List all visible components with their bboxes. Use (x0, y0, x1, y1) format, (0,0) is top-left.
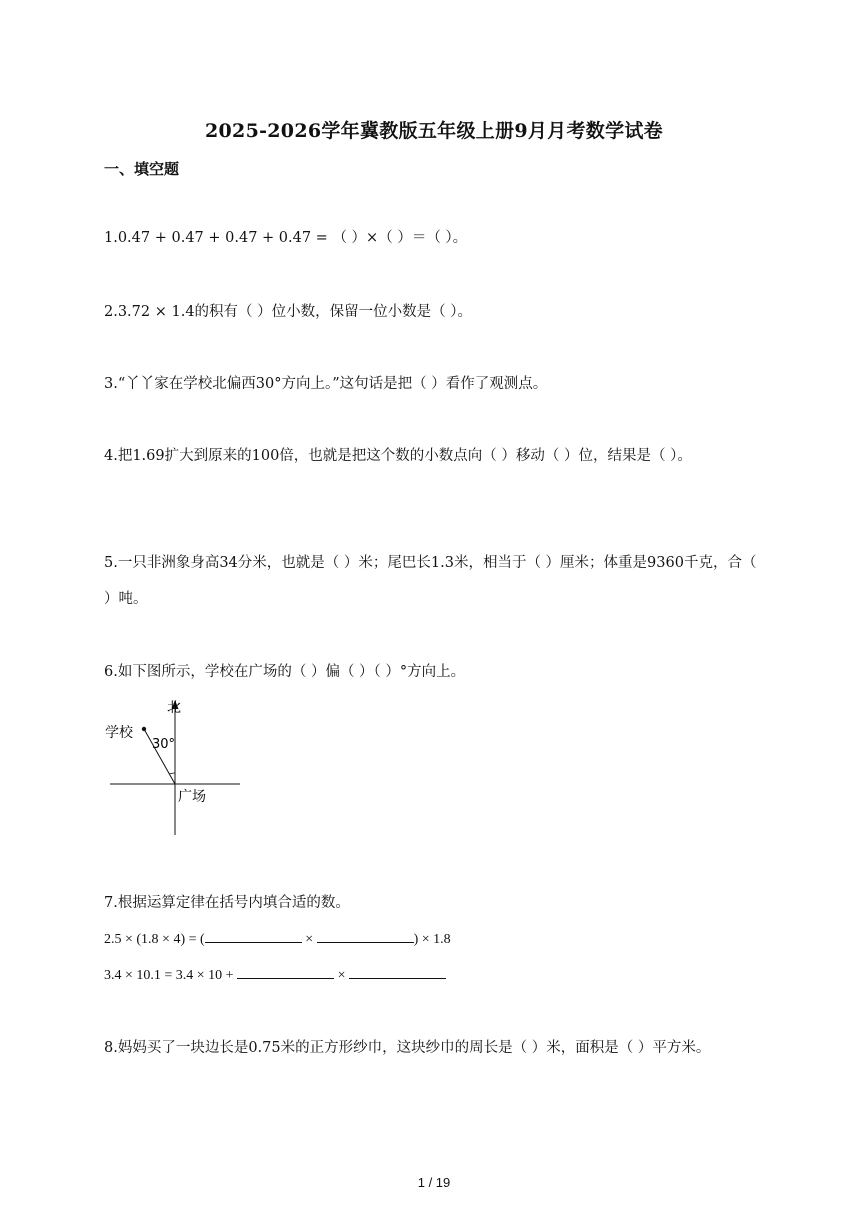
q7-line2-start: 3.4 × 10.1 = 3.4 × 10 + (104, 968, 234, 983)
page-title: 2025-2026学年冀教版五年级上册9月月考数学试卷 (205, 120, 663, 142)
angle-label: 30° (152, 737, 176, 752)
question-7-line-1 (104, 928, 451, 950)
plaza-label: 广场 (178, 789, 206, 805)
page-number: 1 / 19 (417, 1175, 451, 1190)
answer-blank[interactable] (317, 928, 414, 943)
north-label: 北 (167, 700, 181, 716)
q7-line1-times: × (305, 932, 314, 947)
answer-blank[interactable] (237, 964, 334, 979)
question-5: 5.一只非洲象身高34分米，也就是（ ）米；尾巴长1.3米，相当于（ ）厘米；体重是9360千克，合（ ）吨。 (104, 555, 757, 607)
school-label: 学校 (105, 725, 133, 741)
q7-line1-start: 2.5 × (1.8 × 4) = ( (104, 932, 205, 947)
school-point (142, 727, 146, 731)
question-1: 1.0.47 + 0.47 + 0.47 + 0.47 = （ ）×（ ）＝（ ）。 (104, 230, 468, 246)
angle-arc (169, 773, 175, 774)
section-heading: 一、填空题 (104, 160, 180, 178)
q7-line1-end: ) × 1.8 (413, 932, 451, 947)
question-7-line-2 (104, 964, 446, 986)
answer-blank[interactable] (349, 964, 446, 979)
question-4: 4.把1.69扩大到原来的100倍，也就是把这个数的小数点向（ ）移动（ ）位，结果是（ ）。 (104, 448, 692, 464)
question-8: 8.妈妈买了一块边长是0.75米的正方形纱巾，这块纱巾的周长是（ ）米，面积是（ ）平方米。 (104, 1040, 711, 1056)
question-6: 6.如下图所示，学校在广场的（ ）偏（ ）（ ）°方向上。 (104, 664, 466, 680)
q7-line2-times: × (337, 968, 346, 983)
question-3: 3.“丫丫家在学校北偏西30°方向上。”这句话是把（ ）看作了观测点。 (104, 376, 548, 392)
direction-diagram (100, 695, 250, 840)
question-2: 2.3.72 × 1.4的积有（ ）位小数，保留一位小数是（ ）。 (104, 304, 473, 320)
question-7: 7.根据运算定律在括号内填合适的数。 (104, 895, 350, 911)
answer-blank[interactable] (205, 928, 302, 943)
